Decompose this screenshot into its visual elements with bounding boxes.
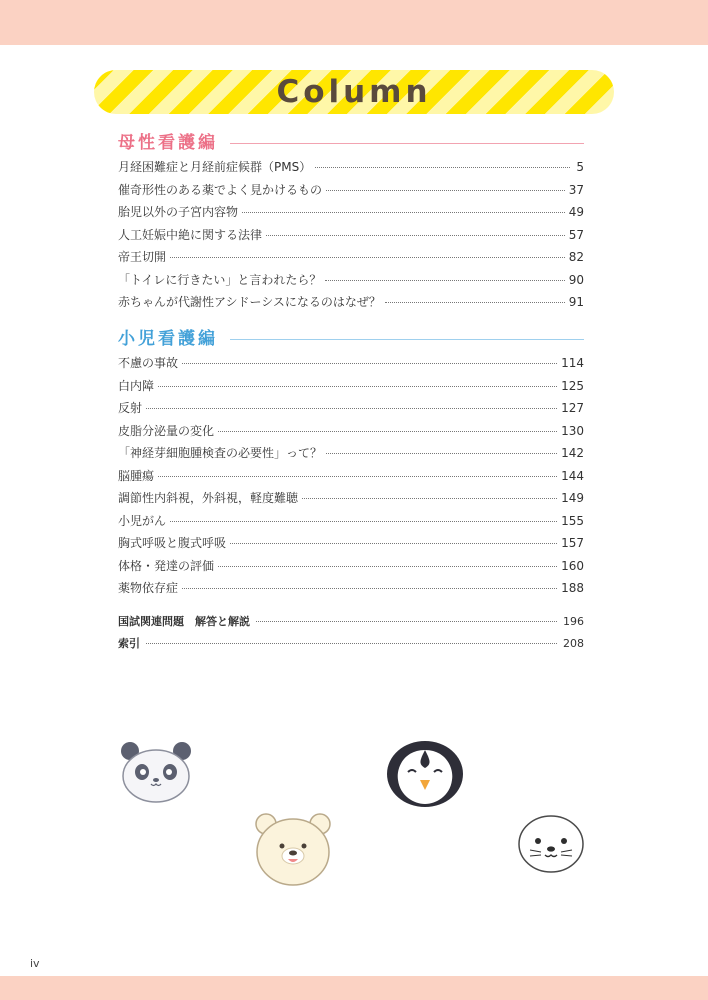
toc-entry-title: 不慮の事故 xyxy=(118,356,179,370)
toc-entry-title: 月経困難症と月経前症候群（PMS） xyxy=(118,160,312,174)
toc-entry-page: 91 xyxy=(568,295,584,309)
toc-entry[interactable] xyxy=(118,422,584,445)
dot-leader xyxy=(158,476,557,477)
toc-entry-page: 188 xyxy=(561,581,584,595)
toc-entry[interactable] xyxy=(118,534,584,557)
dot-leader xyxy=(230,543,557,544)
toc-entry-title: 調節性内斜視，外斜視，軽度難聴 xyxy=(118,491,299,505)
toc-entry-title: 脳腫瘍 xyxy=(118,468,155,483)
reference-page: 196 xyxy=(563,615,584,628)
dot-leader xyxy=(170,521,557,522)
dot-leader xyxy=(218,431,557,432)
bottom-band xyxy=(0,976,708,1000)
toc-entry[interactable] xyxy=(118,377,584,400)
toc-entry-title: 白内障 xyxy=(118,378,155,393)
dot-leader xyxy=(256,621,557,622)
dot-leader xyxy=(315,167,570,168)
top-band xyxy=(0,0,708,45)
toc-entry-title: 「神経芽細胞腫検査の必要性」って？ xyxy=(118,446,323,460)
reference-page: 208 xyxy=(563,637,584,650)
pediatric-section xyxy=(118,328,584,602)
toc-entry-page: 57 xyxy=(568,227,584,242)
toc-entry[interactable] xyxy=(118,293,584,316)
toc-entry-page: 37 xyxy=(568,182,584,197)
dot-leader xyxy=(326,453,557,454)
toc-entry-page: 157 xyxy=(561,536,584,550)
toc-entry-title: 体格・発達の評価 xyxy=(118,558,215,573)
toc-entry-page: 127 xyxy=(561,401,584,415)
dot-leader xyxy=(218,566,557,567)
toc-entry-page: 142 xyxy=(561,446,584,460)
toc-entry-page: 130 xyxy=(561,423,584,438)
toc-entry-page: 125 xyxy=(561,378,584,393)
reference-title: 索引 xyxy=(118,637,140,650)
dot-leader xyxy=(170,257,565,258)
toc-entry-title: 帝王切開 xyxy=(118,250,167,264)
toc-entry-title: 胎児以外の子宮内容物 xyxy=(118,205,239,219)
panda-icon xyxy=(118,738,194,804)
toc-entry-page: 149 xyxy=(561,491,584,505)
toc-entry[interactable] xyxy=(118,226,584,249)
pediatric-section-header xyxy=(118,328,584,354)
dot-leader xyxy=(325,280,564,281)
toc-entry[interactable] xyxy=(118,557,584,580)
dot-leader xyxy=(158,386,557,387)
toc-entry[interactable] xyxy=(118,444,584,467)
dot-leader xyxy=(146,408,557,409)
toc-entry-title: 小児がん xyxy=(118,513,167,528)
toc-entry-title: 人工妊娠中絶に関する法律 xyxy=(118,227,263,242)
toc-entry-page: 114 xyxy=(561,356,584,370)
toc-entry[interactable] xyxy=(118,354,584,377)
dot-leader xyxy=(242,212,565,213)
toc-entry-title: 薬物依存症 xyxy=(118,581,179,595)
dot-leader xyxy=(385,302,565,303)
pediatric-section-title: 小児看護編 xyxy=(118,328,230,350)
page-number: iv xyxy=(30,957,40,970)
penguin-icon xyxy=(384,736,466,808)
dot-leader xyxy=(182,363,557,364)
toc-entry-page: 82 xyxy=(568,250,584,264)
toc-entry[interactable] xyxy=(118,467,584,490)
toc-entry[interactable] xyxy=(118,271,584,294)
toc-entry-title: 胸式呼吸と腹式呼吸 xyxy=(118,536,227,550)
toc-entry-page: 49 xyxy=(568,205,584,219)
dot-leader xyxy=(146,643,557,644)
toc-entry-title: 「トイレに行きたい」と言われたら？ xyxy=(118,272,322,287)
toc-entry[interactable] xyxy=(118,489,584,512)
maternal-section-header xyxy=(118,132,584,158)
toc-entry[interactable] xyxy=(118,579,584,602)
column-banner xyxy=(94,70,614,114)
dot-leader xyxy=(266,235,565,236)
toc-entry[interactable] xyxy=(118,158,584,181)
banner-title: Column xyxy=(276,74,432,110)
toc-entry[interactable] xyxy=(118,203,584,226)
polar-bear-icon xyxy=(252,808,334,888)
references-section xyxy=(118,613,584,657)
toc-entry[interactable] xyxy=(118,399,584,422)
toc-entry-title: 催奇形性のある薬でよく見かけるもの xyxy=(118,182,323,197)
toc-entry-title: 反射 xyxy=(118,401,143,415)
reference-title: 国試関連問題 解答と解説 xyxy=(118,615,250,628)
toc-entry-page: 90 xyxy=(568,272,584,287)
seal-icon xyxy=(516,812,586,874)
toc-entry[interactable] xyxy=(118,181,584,204)
toc-entry[interactable] xyxy=(118,248,584,271)
dot-leader xyxy=(182,588,557,589)
maternal-section xyxy=(118,132,584,316)
toc-entry-page: 5 xyxy=(576,160,584,174)
toc-entry-title: 皮脂分泌量の変化 xyxy=(118,423,215,438)
dot-leader xyxy=(302,498,557,499)
maternal-section-title: 母性看護編 xyxy=(118,132,230,154)
reference-entry[interactable] xyxy=(118,613,584,635)
toc-entry-title: 赤ちゃんが代謝性アシドーシスになるのはなぜ？ xyxy=(118,295,381,309)
toc-entry-page: 144 xyxy=(561,468,584,483)
dot-leader xyxy=(326,190,565,191)
toc-entry[interactable] xyxy=(118,512,584,535)
toc-entry-page: 155 xyxy=(561,513,584,528)
reference-entry[interactable] xyxy=(118,635,584,657)
toc-entry-page: 160 xyxy=(561,558,584,573)
